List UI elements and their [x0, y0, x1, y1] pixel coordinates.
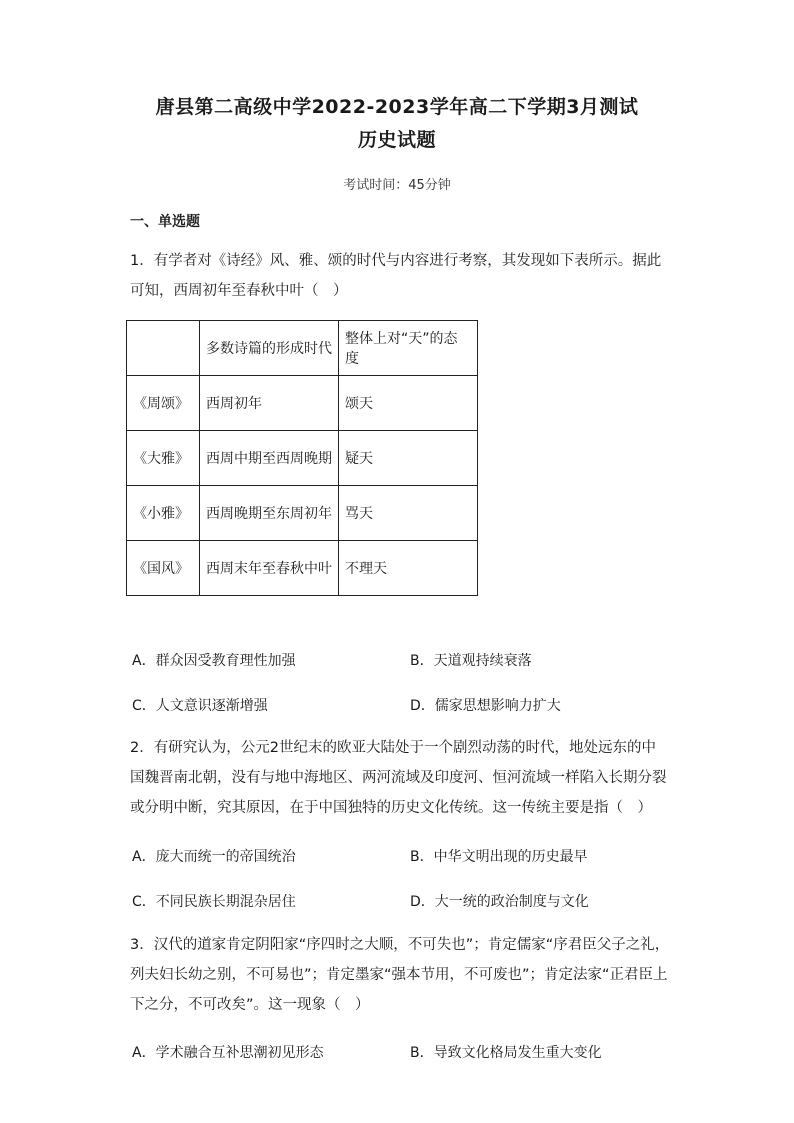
question-1-option-d[interactable]: D．儒家思想影响力扩大 — [410, 698, 561, 714]
exam-title: 唐县第二高级中学2022-2023学年高二下学期3月测试 — [155, 96, 639, 118]
exam-time: 考试时间：45分钟 — [343, 178, 451, 193]
question-2-option-b[interactable]: B．中华文明出现的历史最早 — [410, 849, 588, 865]
table-row — [127, 486, 478, 541]
table-header-row — [127, 321, 478, 376]
table-cell: 《周颂》 — [127, 376, 200, 431]
table-row — [127, 541, 478, 596]
table-header-cell: 整体上对“天”的态度 — [339, 321, 478, 376]
question-1-table — [126, 320, 478, 596]
question-2-stem: 2．有研究认为，公元2世纪末的欧亚大陆处于一个剧烈动荡的时代，地处远东的中国魏晋南北朝，没有与地中海地区、两河流域及印度河、恒河流域一样陷入长期分裂或分明中断，究其原因，在于中国独特的历史文化传统。这一传统主要是指（ ） — [130, 740, 667, 816]
table-cell: 《小雅》 — [127, 486, 200, 541]
question-3-stem: 3．汉代的道家肯定阴阳家“序四时之大顺，不可失也”；肯定儒家“序君臣父子之礼，列夫妇长幼之别，不可易也”；肯定墨家“强本节用，不可废也”；肯定法家“正君臣上下之分，不可改矣”。这一现象（ ） — [130, 937, 670, 1013]
table-row — [127, 376, 478, 431]
question-3-option-a[interactable]: A．学术融合互补思潮初见形态 — [132, 1045, 324, 1061]
section-heading: 一、单选题 — [130, 214, 200, 230]
table-cell: 不理天 — [339, 541, 478, 596]
question-2-option-a[interactable]: A．庞大而统一的帝国统治 — [132, 849, 296, 865]
table-cell: 西周晚期至东周初年 — [200, 486, 339, 541]
table-row — [127, 431, 478, 486]
question-2-option-d[interactable]: D．大一统的政治制度与文化 — [410, 894, 589, 910]
table-cell: 西周初年 — [200, 376, 339, 431]
question-1-option-a[interactable]: A．群众因受教育理性加强 — [132, 653, 296, 669]
question-1-option-b[interactable]: B．天道观持续衰落 — [410, 653, 532, 669]
table-cell: 骂天 — [339, 486, 478, 541]
question-3-option-b[interactable]: B．导致文化格局发生重大变化 — [410, 1045, 602, 1061]
table-header-cell: 多数诗篇的形成时代 — [200, 321, 339, 376]
table-cell: 《大雅》 — [127, 431, 200, 486]
table-cell: 颂天 — [339, 376, 478, 431]
table-cell: 《国风》 — [127, 541, 200, 596]
table-header-cell — [127, 321, 200, 376]
exam-subtitle: 历史试题 — [357, 129, 436, 151]
table-cell: 西周末年至春秋中叶 — [200, 541, 339, 596]
table-cell: 西周中期至西周晚期 — [200, 431, 339, 486]
question-1-stem: 1．有学者对《诗经》风、雅、颂的时代与内容进行考察，其发现如下表所示。据此可知，西周初年至春秋中叶（ ） — [130, 253, 662, 299]
table-cell: 疑天 — [339, 431, 478, 486]
question-1-option-c[interactable]: C．人文意识逐渐增强 — [132, 698, 268, 714]
question-2-option-c[interactable]: C．不同民族长期混杂居住 — [132, 894, 296, 910]
